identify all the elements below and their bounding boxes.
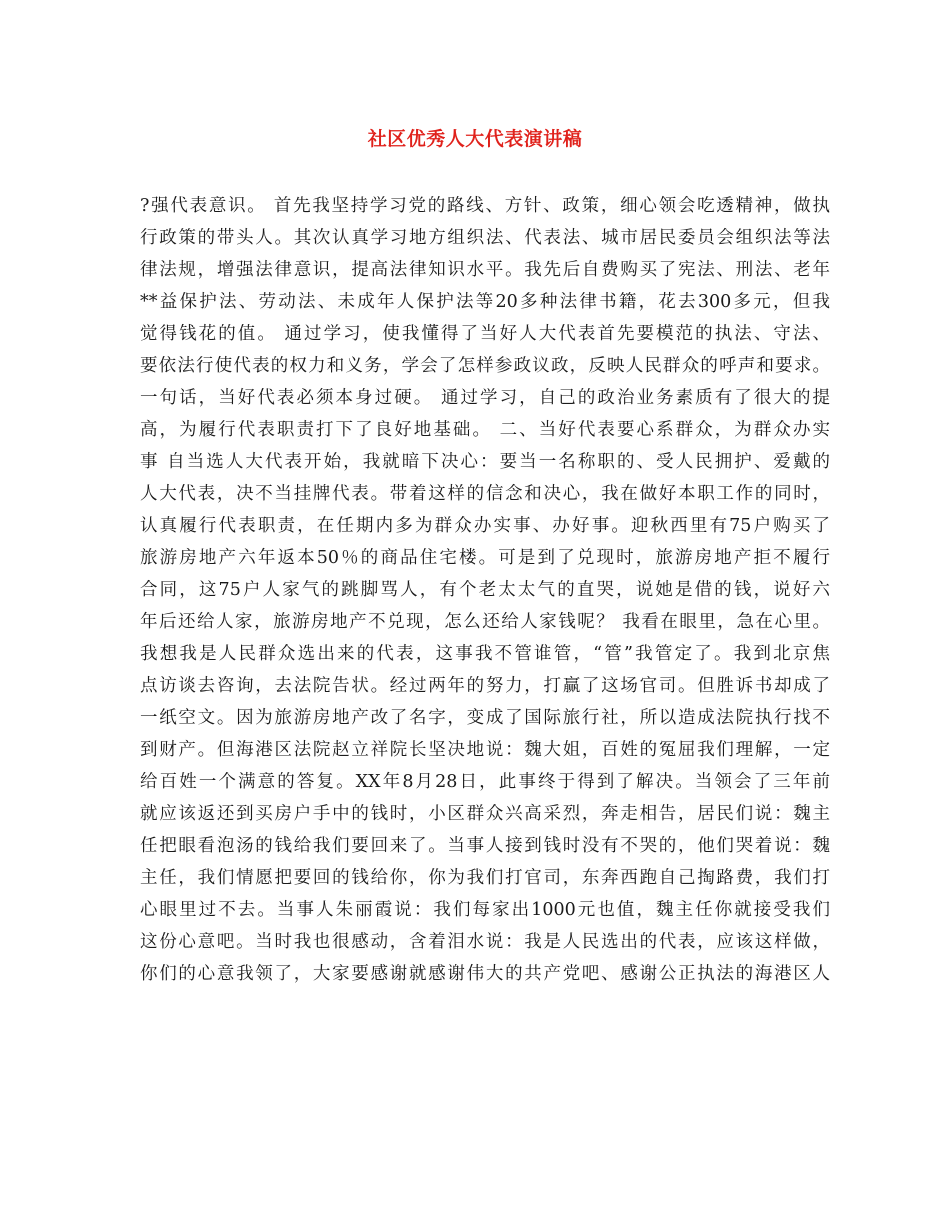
body-line: 合同，这75户人家气的跳脚骂人，有个老太太气的直哭，说她是借的钱，说好六 <box>140 580 830 600</box>
body-line: 旅游房地产六年返本50％的商品住宅楼。可是到了兑现时，旅游房地产拒不履行 <box>140 548 830 568</box>
document-title: 社区优秀人大代表演讲稿 <box>367 128 583 150</box>
body-line: 事 自当选人大代表开始，我就暗下决心：要当一名称职的、受人民拥护、爱戴的 <box>140 452 830 472</box>
body-line: 就应该返还到买房户手中的钱时，小区群众兴高采烈，奔走相告，居民们说：魏主 <box>140 804 830 824</box>
body-line: 年后还给人家，旅游房地产不兑现，怎么还给人家钱呢？ 我看在眼里，急在心里。 <box>140 612 830 632</box>
body-line: 任把眼看泡汤的钱给我们要回来了。当事人接到钱时没有不哭的，他们哭着说：魏 <box>140 836 830 856</box>
body-line: ?强代表意识。 首先我坚持学习党的路线、方针、政策，细心领会吃透精神，做执 <box>140 196 830 216</box>
body-line: 主任，我们情愿把要回的钱给你，你为我们打官司，东奔西跑自己掏路费，我们打 <box>140 868 830 888</box>
body-line: 给百姓一个满意的答复。XX年8月28日，此事终于得到了解决。当领会了三年前 <box>140 772 830 792</box>
body-line: 人大代表，决不当挂牌代表。带着这样的信念和决心，我在做好本职工作的同时， <box>140 484 830 504</box>
body-line: 点访谈去咨询，去法院告状。经过两年的努力，打赢了这场官司。但胜诉书却成了 <box>140 676 830 696</box>
body-line: 律法规，增强法律意识，提高法律知识水平。我先后自费购买了宪法、刑法、老年 <box>140 260 830 280</box>
body-line: 一句话，当好代表必须本身过硬。 通过学习，自己的政治业务素质有了很大的提 <box>140 388 830 408</box>
body-line: 认真履行代表职责，在任期内多为群众办实事、办好事。迎秋西里有75户购买了 <box>140 516 830 536</box>
body-line: 我想我是人民群众选出来的代表，这事我不管谁管，“管”我管定了。我到北京焦 <box>140 644 830 664</box>
body-line: 高，为履行代表职责打下了良好地基础。 二、当好代表要心系群众，为群众办实 <box>140 420 830 440</box>
document-body <box>140 190 830 990</box>
body-line: 心眼里过不去。当事人朱丽霞说：我们每家出1000元也值，魏主任你就接受我们 <box>140 900 830 920</box>
body-line: 到财产。但海港区法院赵立祥院长坚决地说：魏大姐，百姓的冤屈我们理解，一定 <box>140 740 830 760</box>
body-line: 行政策的带头人。其次认真学习地方组织法、代表法、城市居民委员会组织法等法 <box>140 228 830 248</box>
body-line: 一纸空文。因为旅游房地产改了名字，变成了国际旅行社，所以造成法院执行找不 <box>140 708 830 728</box>
body-line: 你们的心意我领了，大家要感谢就感谢伟大的共产党吧、感谢公正执法的海港区人 <box>140 964 830 984</box>
body-line: **益保护法、劳动法、未成年人保护法等20多种法律书籍，花去300多元，但我 <box>140 292 830 312</box>
body-line: 这份心意吧。当时我也很感动，含着泪水说：我是人民选出的代表，应该这样做， <box>140 932 830 952</box>
body-line: 要依法行使代表的权力和义务，学会了怎样参政议政，反映人民群众的呼声和要求。 <box>140 356 830 376</box>
body-line: 觉得钱花的值。 通过学习，使我懂得了当好人大代表首先要模范的执法、守法、 <box>140 324 830 344</box>
